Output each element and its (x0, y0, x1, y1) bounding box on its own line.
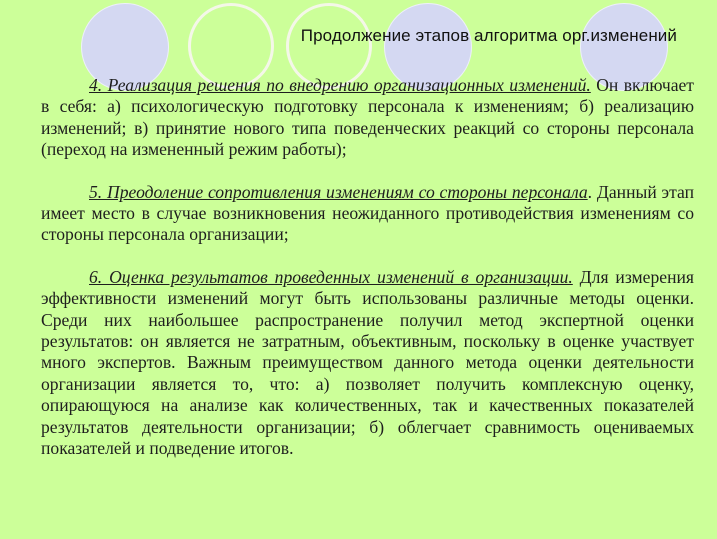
slide-title: Продолжение этапов алгоритма орг.изменений (300, 26, 677, 45)
stage-4-body: Он включает в себя: а) психологическую подготовку персонала к изменениям; б) реализацию изменений; в) принятие нового типа поведенческих реакций со стороны персонала (переход на измененный режим работы); (41, 75, 694, 160)
paragraph-stage-5 (41, 182, 694, 246)
stage-6-heading: 6. Оценка результатов проведенных изменений в организации. (89, 266, 573, 287)
stage-4-heading: 4. Реализация решения по внедрению организационных изменений. (89, 75, 591, 95)
stage-6-body: Для измерения эффективности изменений могут быть использованы различные методы оценки. Среди них наибольшее распространение получил метод экспертной оценки результатов: он является не затратным, объективным, поскольку в оценке участвует много экспертов. Важным преимуществом данного метода оценки деятельности организации является то, что: а) позволяет получить комплексную оценку, опирающуюся на анализе как количественных, так и качественных показателей результатов деятельности организации; б) облегчает сравнимость оцениваемых показателей и подведение итогов. (41, 266, 694, 459)
slide-content (41, 75, 694, 460)
stage-5-body: . Данный этап имеет место в случае возникновения неожиданного противодействия изменениям со стороны персонала организации; (41, 181, 694, 245)
paragraph-stage-4 (41, 75, 694, 161)
stage-5-heading: 5. Преодоление сопротивления изменениям со стороны персонала (89, 181, 588, 202)
paragraph-stage-6 (41, 267, 694, 460)
